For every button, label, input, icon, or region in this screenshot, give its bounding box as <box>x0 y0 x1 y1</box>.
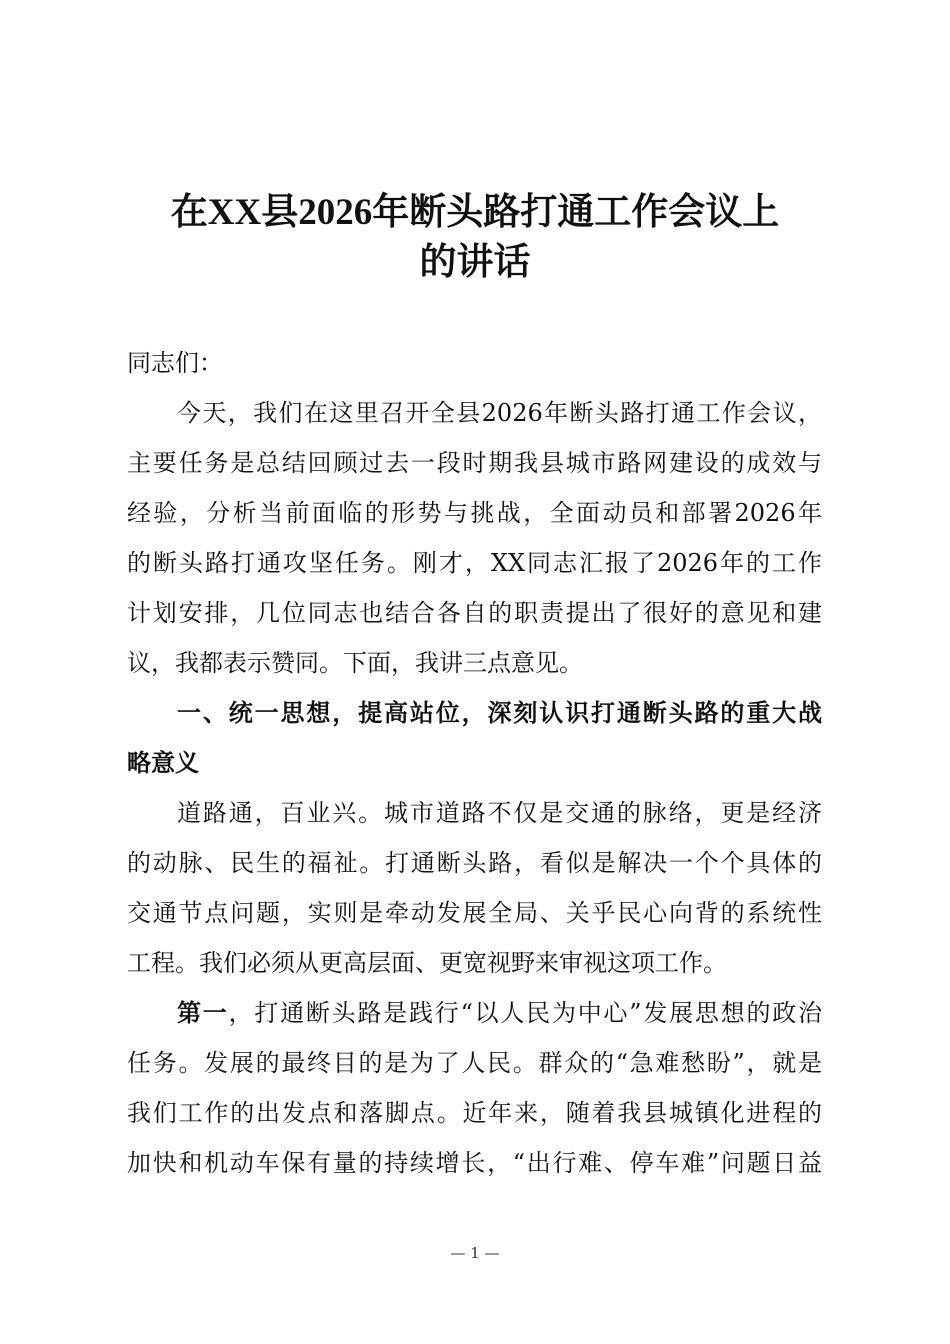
text-line: 主要任务是总结回顾过去一段时期我县城市路网建设的成效与 <box>127 449 822 477</box>
text-line: 今天，我们在这里召开全县2026年断头路打通工作会议， <box>177 399 822 427</box>
text-line <box>127 988 822 1038</box>
paragraph-intro <box>127 388 822 688</box>
heading-line: 一、统一思想，提高站位，深刻认识打通断头路的重大战 <box>177 698 822 727</box>
document-title-line-1: 在XX县2026年断头路打通工作会议上 <box>170 192 780 233</box>
section-heading-1 <box>127 688 822 788</box>
paragraph-first-point <box>127 988 822 1188</box>
text-line: 的动脉、民生的福祉。打通断头路，看似是解决一个个具体的 <box>127 849 822 877</box>
text-line: 工程。我们必须从更高层面、更宽视野来审视这项工作。 <box>127 949 727 977</box>
text-line: 任务。发展的最终目的是为了人民。群众的“急难愁盼”，就是 <box>127 1049 822 1077</box>
document-body <box>127 338 822 1188</box>
text-line: 经验，分析当前面临的形势与挑战，全面动员和部署2026年 <box>127 499 822 527</box>
text-line: 议，我都表示赞同。下面，我讲三点意见。 <box>127 649 583 677</box>
text-line: 加快和机动车保有量的持续增长，“出行难、停车难”问题日益 <box>127 1149 822 1177</box>
text-line: 交通节点问题，实则是牵动发展全局、关乎民心向背的系统性 <box>127 899 822 927</box>
text-span: ，打通断头路是践行“以人民为中心”发展思想的政治 <box>228 999 822 1027</box>
greeting: 同志们： <box>127 349 223 377</box>
text-line: 我们工作的出发点和落脚点。近年来，随着我县城镇化进程的 <box>127 1099 822 1127</box>
document-title-line-2: 的讲话 <box>419 242 531 283</box>
page-number: — 1 — <box>450 1244 500 1262</box>
text-line: 的断头路打通攻坚任务。刚才，XX同志汇报了2026年的工作 <box>127 549 822 577</box>
heading-line: 略意义 <box>127 748 199 777</box>
text-line: 计划安排，几位同志也结合各自的职责提出了很好的意见和建 <box>127 599 822 627</box>
paragraph-road-significance <box>127 788 822 988</box>
bold-prefix: 第一 <box>177 998 229 1027</box>
text-line: 道路通，百业兴。城市道路不仅是交通的脉络，更是经济 <box>177 799 822 827</box>
